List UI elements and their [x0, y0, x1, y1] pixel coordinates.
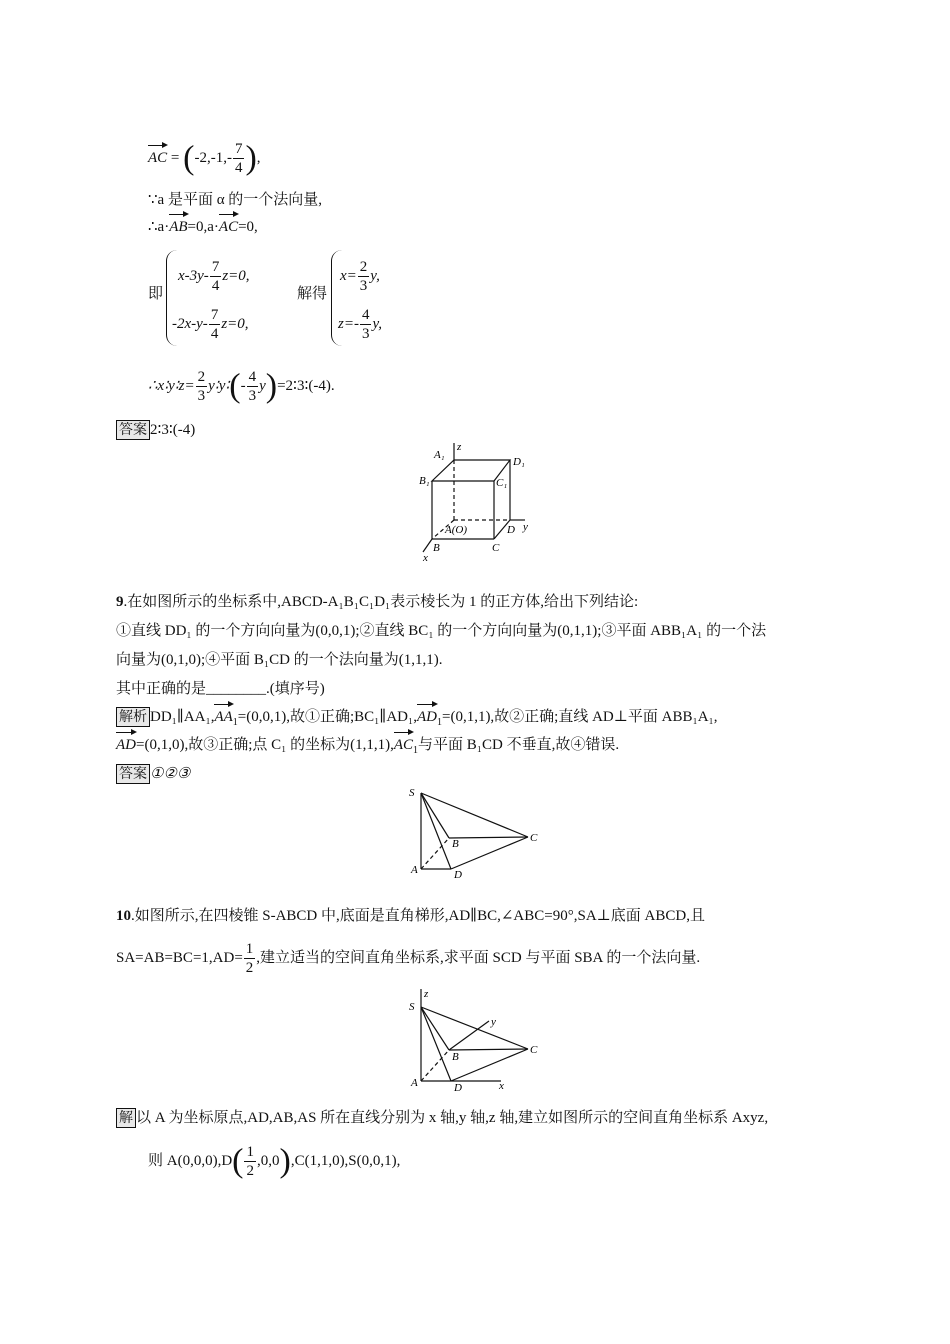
solution-tag: 解	[116, 1108, 136, 1128]
label-A: A	[411, 1077, 418, 1089]
dot-end: =0,	[238, 219, 258, 235]
pyramid-figure	[405, 780, 550, 885]
label-y: y	[523, 521, 528, 533]
ratio-line: ∴x∶y∶z= $\frac{2}{3}$ y∶y∶(- $\frac{4}{3}$ y)=2∶3∶(-4).	[148, 367, 335, 405]
equals: =	[170, 149, 180, 166]
normal-statement: ∵a 是平面 α 的一个法向量,	[148, 192, 323, 208]
jiede-label: 解得	[297, 286, 328, 302]
q9-analysis-line1: 解析 $DD_1\parallel AA_1,AA_1=(0,0,1)$,故①正确$;BC_1\parallel AD_1,AD_1=(0,1,1)$,故②正确;直线 AD⊥平面 ABB₁A₁,	[116, 707, 718, 733]
q9-line2: ①直线 DD₁ 的一个方向向量为(0,0,1);②直线 BC₁ 的一个方向向量为(0,1,1);③平面 ABB₁A₁ 的一个法	[116, 623, 767, 639]
label-C: C	[530, 832, 538, 844]
q9-line1: 9.在如图所示的坐标系中,ABCD-A₁B₁C₁D₁表示棱长为 1 的正方体,给出下列结论:	[116, 594, 639, 610]
fraction: $\frac{7}{4}$	[234, 141, 243, 176]
system1-row1: x-3y- $\frac{7}{4}$ z=0,	[178, 259, 250, 295]
system2-row2: z=- $\frac{4}{3}$ y,	[338, 307, 383, 343]
answer-value: 2∶3∶(-4)	[150, 422, 196, 438]
label-A: A	[411, 864, 418, 876]
label-D1: D₁	[513, 456, 525, 468]
label-A1: A₁	[434, 449, 445, 461]
label-z: z	[457, 441, 462, 453]
q9-line4: 其中正确的是________.(填序号)	[116, 681, 325, 697]
label-B1: B₁	[419, 475, 430, 487]
dot-prefix: ∴a·	[148, 219, 170, 235]
system1-row2: -2x-y- $\frac{7}{4}$ z=0,	[172, 307, 249, 343]
answer-tag: 答案	[116, 764, 150, 784]
analysis-tag: 解析	[116, 707, 150, 727]
ac-vector-2: AC	[218, 219, 239, 235]
label-B: B	[433, 542, 440, 554]
label-S: S	[409, 1001, 415, 1013]
ac-value: -2,-1,-	[194, 149, 232, 166]
q10-line2: SA=AB=BC=1,AD= $\frac{1}{2}$ ,建立适当的空间直角坐标系,求平面 SCD 与平面 SBA 的一个法向量.	[116, 941, 701, 977]
x-axis	[423, 539, 432, 552]
ac-vector: AC	[148, 149, 168, 166]
label-C: C	[530, 1044, 538, 1056]
label-C1: C₁	[496, 477, 508, 489]
q10-line1: 10.如图所示,在四棱锥 S-ABCD 中,底面是直角梯形,AD∥BC,∠ABC=90°,SA⊥底面 ABCD,且	[116, 908, 705, 924]
answer-tag: 答案	[116, 420, 150, 440]
pyramid-axes-figure	[405, 985, 550, 1095]
label-AO: A(O)	[445, 524, 467, 536]
comma: ,	[256, 149, 261, 166]
label-B: B	[452, 838, 459, 850]
label-D: D	[507, 524, 515, 536]
ac-vector-line	[148, 140, 261, 177]
q10-solution-line1: 解 以 A 为坐标原点,AD,AB,AS 所在直线分别为 x 轴,y 轴,z 轴,建立如图所示的空间直角坐标系 Axyz,	[116, 1108, 768, 1128]
label-C: C	[492, 542, 500, 554]
left-paren: (	[183, 139, 195, 177]
ji-label: 即	[148, 286, 164, 302]
cube-figure	[415, 440, 540, 565]
label-x: x	[423, 552, 428, 564]
ab-vector: AB	[169, 219, 188, 235]
label-D: D	[454, 869, 462, 881]
label-z: z	[424, 988, 429, 1000]
label-x: x	[499, 1080, 504, 1092]
label-y: y	[491, 1016, 496, 1028]
answer-line-1	[116, 420, 195, 440]
label-B: B	[452, 1051, 459, 1063]
q10-solution-line2: 则 A(0,0,0),D( $\frac{1}{2}$ ,0,0),C(1,1,0),S(0,0,1),	[148, 1142, 401, 1180]
right-paren: )	[245, 139, 257, 177]
q9-analysis-line2: AD=(0,1,0),故③正确;点 C₁ 的坐标为$(1,1,1),AC_1$与平面 B₁CD 不垂直,故④错误.	[116, 737, 620, 756]
dot-product-line	[148, 217, 258, 237]
label-S: S	[409, 787, 415, 799]
label-D: D	[454, 1082, 462, 1094]
q9-answer-line: 答案 ①②③	[116, 764, 190, 784]
system2-row1: x= $\frac{2}{3}$ y,	[340, 259, 380, 295]
dot-mid: =0,a·	[187, 219, 219, 235]
q9-line3: 向量为(0,1,0);④平面 B₁CD 的一个法向量为(1,1,1).	[116, 652, 443, 668]
